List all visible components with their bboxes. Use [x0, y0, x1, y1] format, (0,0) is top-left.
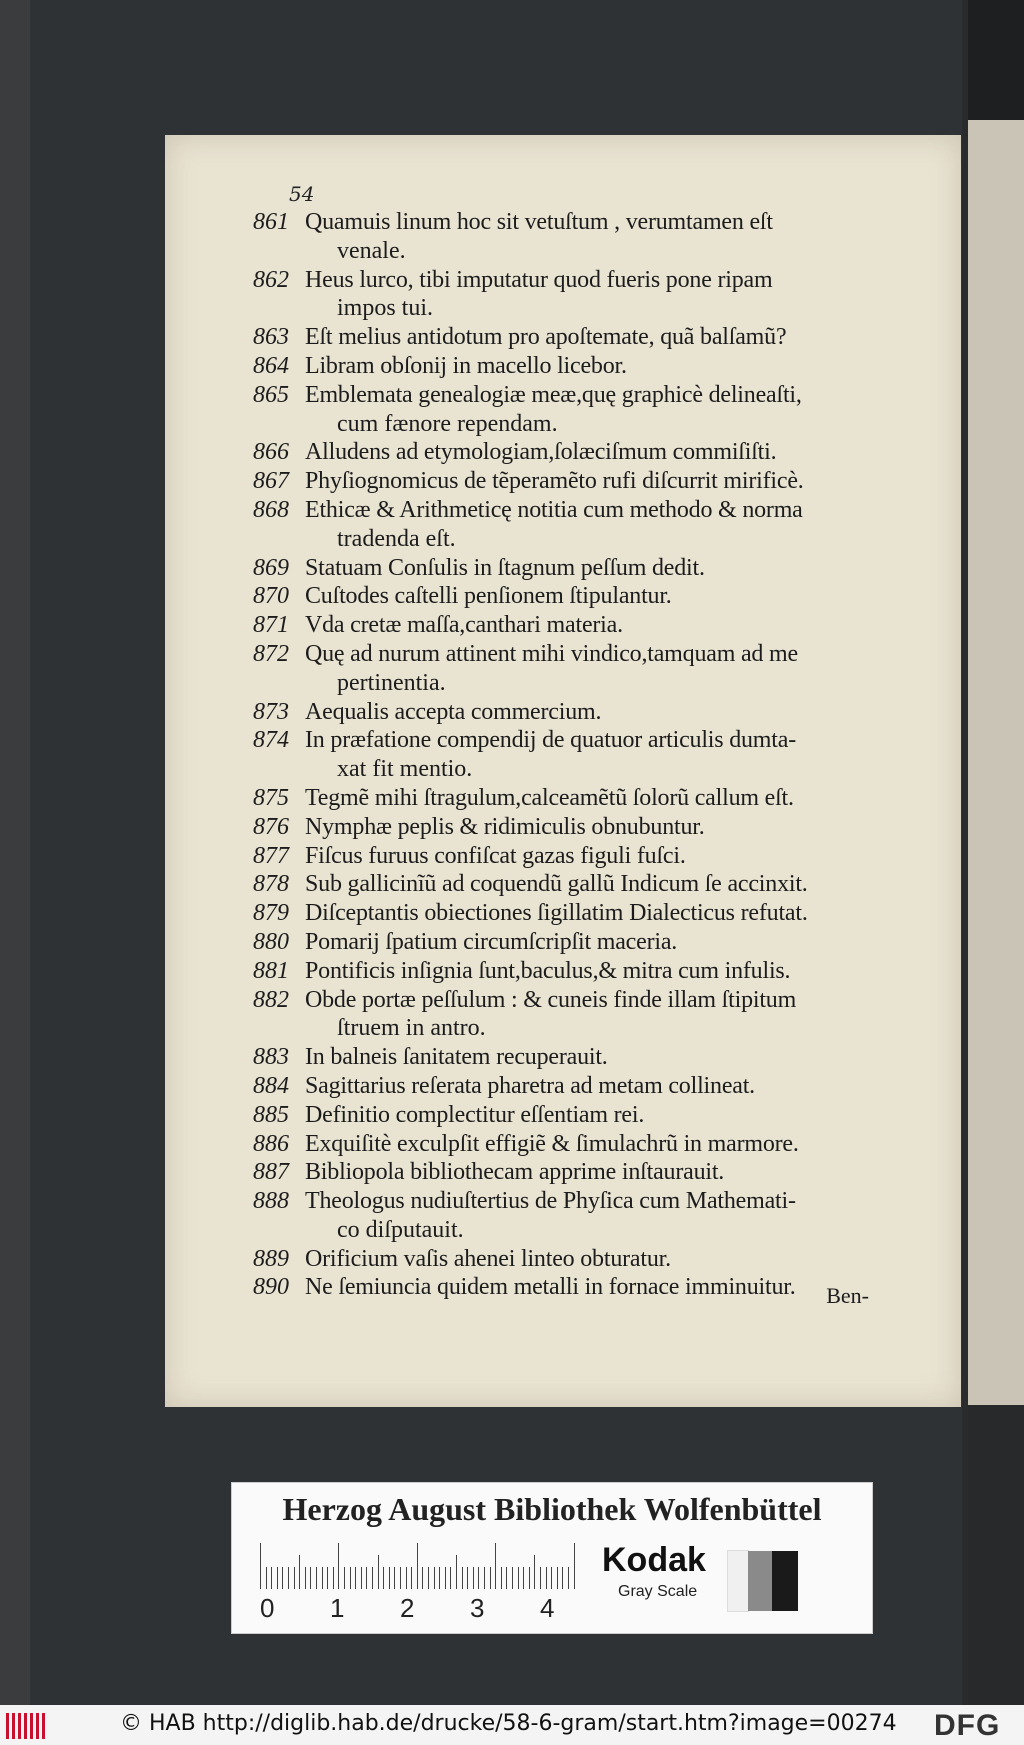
ruler-tick [266, 1567, 267, 1589]
ruler-tick [450, 1567, 451, 1589]
entry-number: 878 [253, 871, 289, 898]
entry-number: 867 [253, 468, 289, 495]
entry-number: 875 [253, 784, 289, 811]
ruler-tick [271, 1567, 272, 1589]
entry-number: 877 [253, 842, 289, 869]
gray-patch-mid [748, 1551, 772, 1611]
entry-text: Orificium vaſis ahenei linteo obturatur. [305, 1245, 671, 1272]
ruler-tick [484, 1567, 485, 1589]
entry-continuation: ſtruem in antro. [337, 1015, 486, 1042]
entry-continuation: impos tui. [337, 295, 434, 322]
entry-text: Quamuis linum hoc sit vetuſtum , verumtamen eſt [305, 209, 773, 235]
ruler-tick [529, 1567, 530, 1589]
entry-continuation: venale. [337, 237, 406, 264]
ruler-tick [462, 1567, 463, 1589]
entry-text: Exquiſitè exculpſit effigiẽ & ſimulachrũ in marmore. [305, 1130, 799, 1157]
entry-number: 888 [253, 1188, 289, 1215]
entry-text: In balneis ſanitatem recuperauit. [305, 1044, 608, 1071]
entry-text: Sub gallicinĩũ ad coquendũ gallũ Indicum ſe accinxit. [305, 871, 808, 898]
entry-text: In præfatione compendij de quatuor articulis dumta- [305, 727, 796, 754]
ruler-tick [518, 1567, 519, 1589]
entry-879 [253, 899, 943, 928]
entry-text: Libram obſonij in macello licebor. [305, 352, 627, 379]
color-reference-card [232, 1483, 872, 1633]
entry-text: Ethicæ & Arithmeticę notitia cum methodo & norma [305, 496, 803, 523]
ruler-tick [260, 1543, 261, 1589]
hab-logo-icon [6, 1713, 46, 1739]
entry-number: 866 [253, 439, 289, 466]
entry-885 [253, 1101, 943, 1130]
entry-873 [253, 698, 943, 727]
entry-880 [253, 928, 943, 957]
scan-shadow-top [968, 0, 1024, 120]
ruler-tick [406, 1567, 407, 1589]
ruler-tick [322, 1567, 323, 1589]
gray-patch-white [728, 1551, 748, 1611]
ruler-tick [327, 1567, 328, 1589]
ruler-tick [411, 1567, 412, 1589]
entry-text: Tegmẽ mihi ſtragulum,calceamẽtũ ſolorũ callum eſt. [305, 784, 794, 811]
ruler-tick [288, 1567, 289, 1589]
entry-text: Alludens ad etymologiam,ſolæciſmum commiſiſti. [305, 439, 777, 466]
ruler-tick [467, 1567, 468, 1589]
entry-number: 885 [253, 1101, 289, 1128]
entry-number: 886 [253, 1130, 289, 1157]
entry-continuation: pertinentia. [337, 669, 446, 696]
ruler-tick [355, 1567, 356, 1589]
scale-label: 1 [330, 1593, 345, 1623]
book-page [165, 135, 961, 1407]
entry-text: Quę ad nurum attinent mihi vindico,tamquam ad me [305, 640, 798, 667]
scale-label: 2 [400, 1593, 415, 1623]
entry-878 [253, 870, 943, 899]
source-url: © HAB http://diglib.hab.de/drucke/58-6-gram/start.htm?image=00274 [120, 1711, 897, 1736]
scan-shadow-bottom [968, 1405, 1024, 1705]
entry-862 [253, 266, 943, 324]
entry-text: Ne ſemiuncia quidem metalli in fornace imminuitur. [305, 1274, 796, 1301]
entry-number: 870 [253, 583, 289, 610]
ruler-tick [400, 1567, 401, 1589]
ruler-tick [456, 1555, 457, 1589]
ruler-tick [361, 1567, 362, 1589]
entry-863 [253, 323, 943, 352]
entry-number: 864 [253, 352, 289, 379]
kodak-logo: Kodak [602, 1541, 706, 1579]
entry-870 [253, 582, 943, 611]
ruler-tick [366, 1567, 367, 1589]
entry-number: 889 [253, 1245, 289, 1272]
entry-number: 873 [253, 698, 289, 725]
entry-text: Pomarij ſpatium circumſcripſit maceria. [305, 928, 678, 955]
ruler-scale [260, 1543, 570, 1593]
ruler-tick [299, 1555, 300, 1589]
catchword: Ben- [826, 1283, 869, 1308]
ruler-tick [282, 1567, 283, 1589]
ruler-tick [501, 1567, 502, 1589]
entry-text: Aequalis accepta commercium. [305, 698, 602, 725]
entry-868 [253, 496, 943, 554]
entry-text: Phyſiognomicus de tẽperamẽto rufi diſcurrit mirificè. [305, 468, 804, 495]
entry-874 [253, 726, 943, 784]
entry-864 [253, 352, 943, 381]
entry-number: 884 [253, 1072, 289, 1099]
entry-text: Sagittarius reſerata pharetra ad metam collineat. [305, 1072, 755, 1099]
entry-884 [253, 1072, 943, 1101]
entry-text: Statuam Conſulis in ſtagnum peſſum dedit. [305, 554, 705, 581]
entry-872 [253, 640, 943, 698]
ruler-tick [383, 1567, 384, 1589]
ruler-tick [350, 1567, 351, 1589]
library-name: Herzog August Bibliothek Wolfenbüttel [282, 1491, 822, 1527]
ruler-tick [551, 1567, 552, 1589]
adjacent-page-edge [962, 0, 1024, 1705]
ruler-tick [540, 1567, 541, 1589]
ruler-tick [506, 1567, 507, 1589]
ruler-tick [568, 1567, 569, 1589]
entry-number: 881 [253, 957, 289, 984]
ruler-tick [574, 1543, 575, 1589]
entry-882 [253, 986, 943, 1044]
entry-861 [253, 208, 943, 266]
entry-text: Obde portæ peſſulum : & cuneis finde illam ſtipitum [305, 986, 797, 1013]
scale-label: 4 [540, 1593, 555, 1623]
ruler-tick [294, 1567, 295, 1589]
ruler-tick [495, 1543, 496, 1589]
entry-number: 868 [253, 496, 289, 523]
entry-869 [253, 554, 943, 583]
ruler-tick [305, 1567, 306, 1589]
entry-number: 880 [253, 928, 289, 955]
entry-text: Bibliopola bibliothecam apprime inſtaurauit. [305, 1159, 725, 1186]
entry-number: 862 [253, 266, 289, 293]
ruler-tick [378, 1555, 379, 1589]
ruler-tick [562, 1567, 563, 1589]
entry-text: Definitio complectitur eſſentiam rei. [305, 1101, 645, 1128]
entry-867 [253, 467, 943, 496]
ruler-tick [523, 1567, 524, 1589]
ruler-tick [512, 1567, 513, 1589]
ruler-tick [557, 1567, 558, 1589]
scan-background [0, 0, 30, 1705]
ruler-tick [417, 1543, 418, 1589]
ruler-tick [422, 1567, 423, 1589]
entry-list [253, 208, 943, 1302]
entry-number: 865 [253, 381, 289, 408]
entry-875 [253, 784, 943, 813]
ruler-tick [316, 1567, 317, 1589]
entry-text: Eſt melius antidotum pro apoſtemate, quã balſamũ? [305, 324, 787, 351]
entry-865 [253, 381, 943, 439]
ruler-tick [310, 1567, 311, 1589]
entry-number: 879 [253, 900, 289, 927]
entry-text: Theologus nudiuſtertius de Phyſica cum Mathemati- [305, 1188, 796, 1215]
entry-continuation: cum fænore rependam. [337, 410, 558, 437]
entry-881 [253, 957, 943, 986]
entry-883 [253, 1043, 943, 1072]
entry-text: Nymphæ peplis & ridimiculis obnubuntur. [305, 813, 705, 840]
ruler-tick [478, 1567, 479, 1589]
ruler-tick [534, 1555, 535, 1589]
entry-number: 887 [253, 1159, 289, 1186]
gray-scale-label: Gray Scale [618, 1583, 698, 1600]
footer-bar [0, 1705, 1024, 1745]
entry-continuation: co diſputauit. [337, 1216, 464, 1243]
ruler-tick [277, 1567, 278, 1589]
ruler-tick [394, 1567, 395, 1589]
entry-number: 876 [253, 813, 289, 840]
entry-number: 874 [253, 727, 289, 754]
ruler-tick [333, 1567, 334, 1589]
entry-continuation: tradenda eſt. [337, 525, 456, 552]
entry-number: 869 [253, 554, 289, 581]
ruler-tick [434, 1567, 435, 1589]
entry-number: 883 [253, 1044, 289, 1071]
ruler-tick [389, 1567, 390, 1589]
entry-text: Vda cretæ maſſa,canthari materia. [305, 612, 623, 639]
entry-text: Heus lurco, tibi imputatur quod fueris pone ripam [305, 266, 773, 293]
entry-number: 871 [253, 612, 289, 639]
scale-label: 0 [260, 1593, 275, 1623]
entry-886 [253, 1130, 943, 1159]
entry-number: 890 [253, 1274, 289, 1301]
ruler-tick [372, 1567, 373, 1589]
entry-text: Emblemata genealogiæ meæ,quę graphicè delineaſti, [305, 381, 802, 408]
entry-887 [253, 1158, 943, 1187]
entry-889 [253, 1245, 943, 1274]
ruler-tick [473, 1567, 474, 1589]
entry-number: 882 [253, 986, 289, 1013]
ruler-tick [439, 1567, 440, 1589]
entry-continuation: xat fit mentio. [337, 756, 473, 783]
entry-888 [253, 1187, 943, 1245]
gray-patch-black [772, 1551, 798, 1611]
dfg-logo: DFG [934, 1709, 1001, 1742]
entry-866 [253, 438, 943, 467]
entry-number: 872 [253, 640, 289, 667]
ruler-tick [445, 1567, 446, 1589]
entry-text: Cuſtodes caſtelli penſionem ſtipulantur. [305, 583, 672, 610]
entry-871 [253, 611, 943, 640]
entry-number: 861 [253, 209, 289, 235]
ruler-tick [344, 1567, 345, 1589]
ruler-tick [338, 1543, 339, 1589]
ruler-labels [260, 1593, 580, 1623]
ruler-tick [546, 1567, 547, 1589]
entry-text: Fiſcus furuus confiſcat gazas figuli fuſci. [305, 842, 686, 869]
entry-number: 863 [253, 324, 289, 351]
scale-label: 3 [470, 1593, 485, 1623]
ruler-tick [490, 1567, 491, 1589]
ruler-tick [428, 1567, 429, 1589]
entry-text: Pontificis inſignia ſunt,baculus,& mitra cum infulis. [305, 957, 791, 984]
entry-text: Diſceptantis obiectiones ſigillatim Dialecticus refutat. [305, 900, 808, 927]
entry-876 [253, 813, 943, 842]
entry-877 [253, 842, 943, 871]
page-number: 54 [289, 182, 315, 206]
